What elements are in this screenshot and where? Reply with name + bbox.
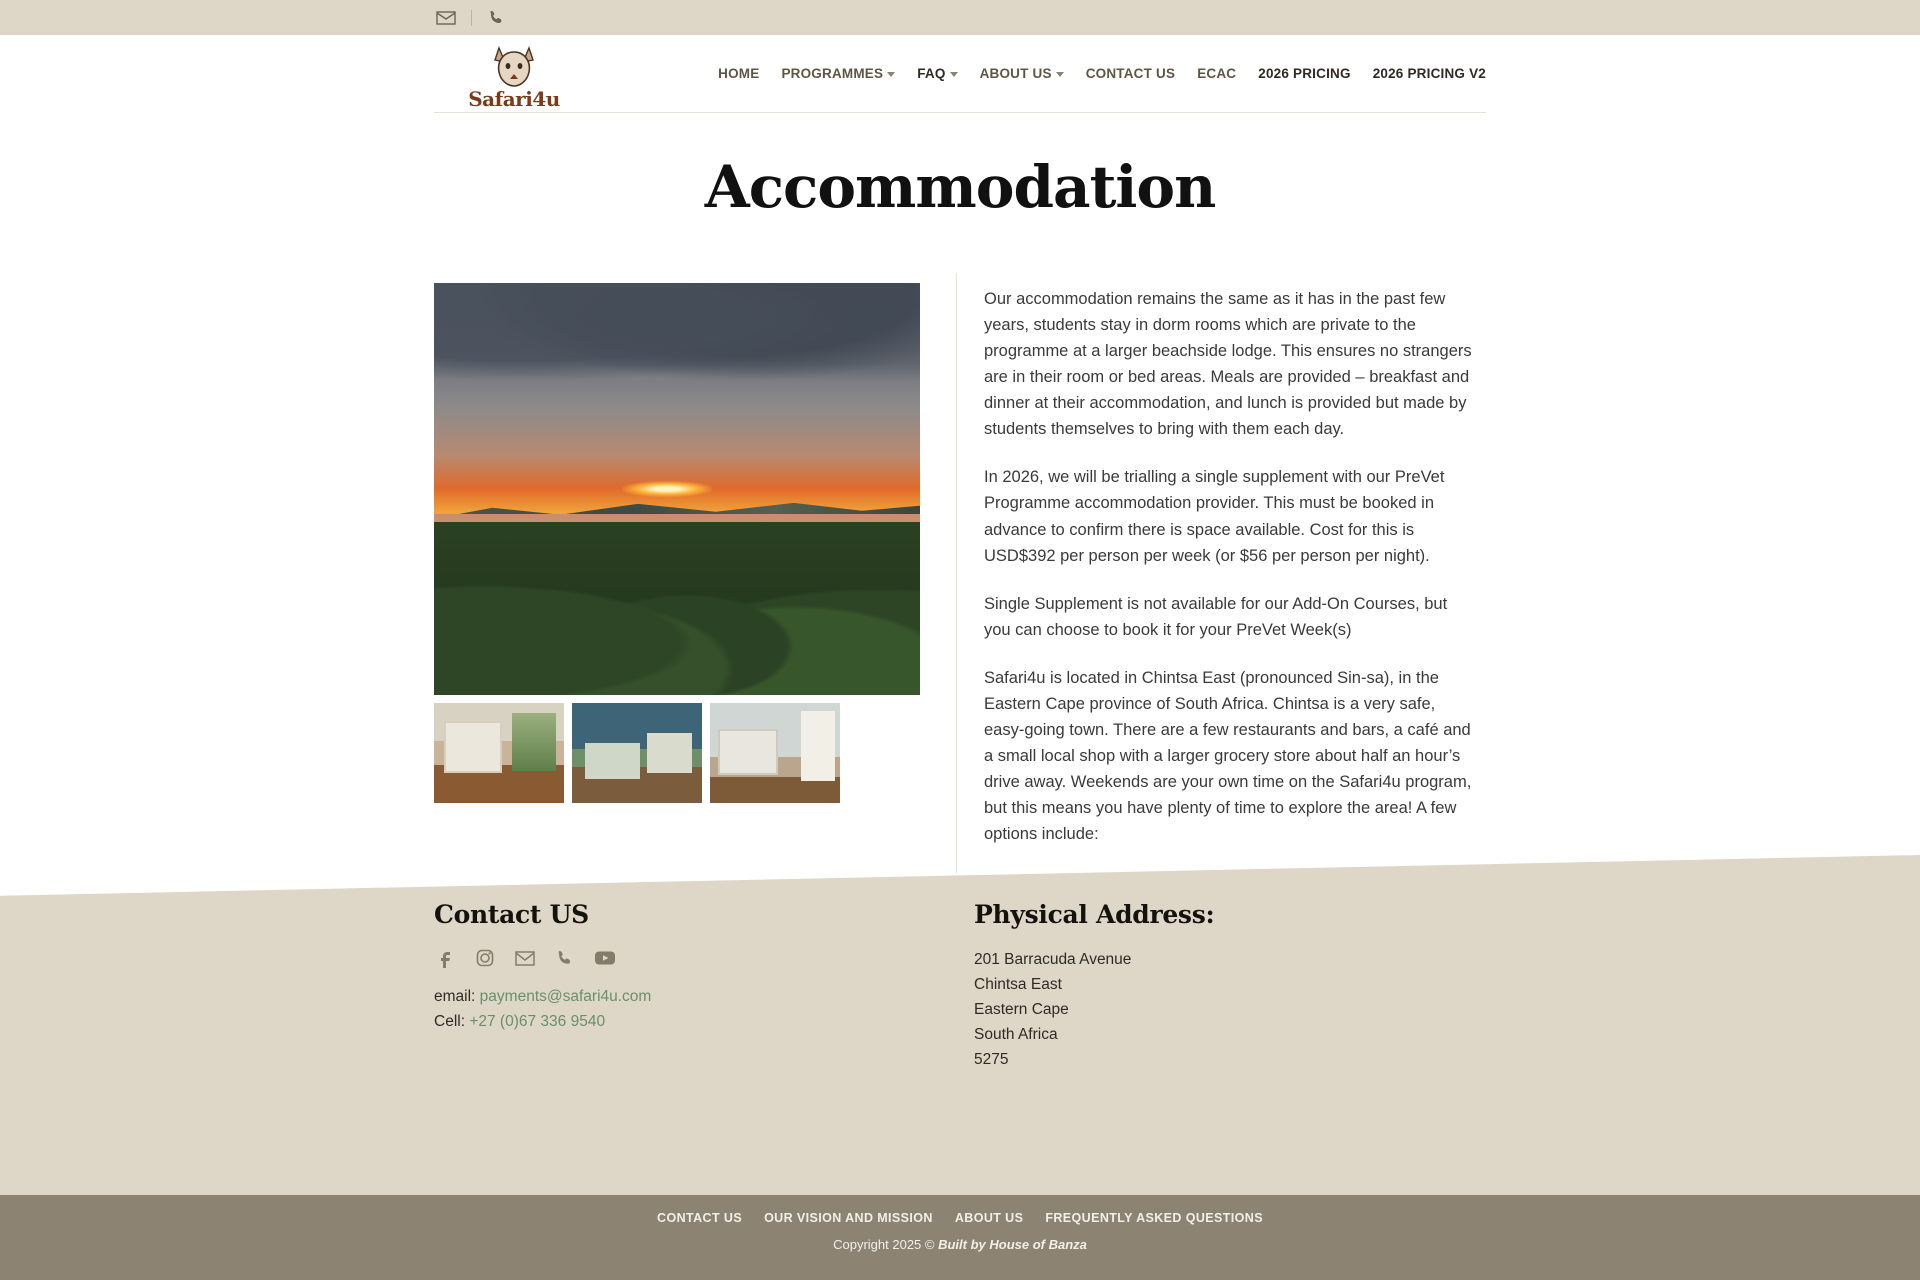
nav-label: FAQ (917, 66, 946, 81)
physical-address (974, 947, 1486, 1073)
footer-address-column (974, 900, 1486, 1073)
nav-item-about-us[interactable] (980, 66, 1064, 81)
nav-item-contact-us[interactable] (1086, 66, 1176, 81)
divider (471, 10, 472, 26)
paragraph: Safari4u is located in Chintsa East (pronounced Sin-sa), in the Eastern Cape province of South Africa. Chintsa is a very safe, easy-going town. There are a few restaurants and bars, a café and a small local shop with a larger grocery store about half an hour’s drive away. Weekends are your own time on the Safari4u program, but this means you have plenty of time to explore the area! A few options include: (984, 668, 1472, 844)
nav-label: 2026 PRICING V2 (1372, 66, 1486, 81)
envelope-icon[interactable] (435, 7, 457, 29)
chevron-down-icon (887, 72, 895, 77)
cell-label: Cell: (434, 1012, 466, 1030)
facebook-icon[interactable] (434, 947, 456, 969)
main-navigation (718, 66, 1486, 81)
footer-link-faq[interactable]: FREQUENTLY ASKED QUESTIONS (1045, 1211, 1263, 1225)
main-content (434, 283, 1486, 869)
foliage-layer (434, 522, 920, 695)
nav-label: HOME (718, 66, 760, 81)
address-line: 5275 (974, 1051, 1009, 1069)
address-line: South Africa (974, 1026, 1058, 1044)
footer-navigation (0, 1211, 1920, 1225)
phone-icon[interactable] (486, 7, 508, 29)
accommodation-copy (984, 283, 1478, 869)
footer-link-vision-mission[interactable]: OUR VISION AND MISSION (764, 1211, 933, 1225)
footer-address-heading: Physical Address: (974, 900, 1215, 929)
gallery-thumb-2[interactable] (572, 703, 702, 803)
nav-label: 2026 PRICING (1258, 66, 1351, 81)
nav-item-2026-pricing[interactable] (1258, 66, 1350, 81)
bottom-bar (0, 1195, 1920, 1280)
social-links (434, 947, 974, 969)
address-line: Chintsa East (974, 976, 1062, 994)
gallery-thumb-3[interactable] (710, 703, 840, 803)
instagram-icon[interactable] (474, 947, 496, 969)
footer-email-line (434, 985, 974, 1010)
youtube-icon[interactable] (594, 947, 616, 969)
chevron-down-icon (1056, 72, 1064, 77)
footer-contact-heading: Contact US (434, 900, 589, 929)
phone-icon[interactable] (554, 947, 576, 969)
jackal-head-logo-icon (485, 42, 543, 88)
builder-credit[interactable]: Built by House of Banza (938, 1237, 1087, 1252)
nav-label: PROGRAMMES (781, 66, 884, 81)
email-label: email: (434, 988, 476, 1005)
copyright-line (0, 1237, 1920, 1252)
footer-link-contact-us[interactable]: CONTACT US (657, 1211, 743, 1225)
nav-item-programmes[interactable] (781, 66, 895, 81)
footer-cell-line (434, 1010, 974, 1035)
envelope-icon[interactable] (514, 947, 536, 969)
nav-item-2026-pricing-v2[interactable] (1373, 66, 1486, 81)
nav-item-ecac[interactable] (1197, 66, 1236, 81)
sun-glow (622, 481, 712, 497)
address-line: 201 Barracuda Avenue (974, 951, 1132, 968)
logo-wordmark: Safari4u (468, 87, 560, 111)
top-contact-bar (0, 0, 1920, 35)
copyright-text: Copyright 2025 © (833, 1237, 939, 1252)
nav-item-home[interactable] (718, 66, 759, 81)
paragraph: Our accommodation remains the same as it has in the past few years, students stay in dorm rooms which are private to the programme at a larger beachside lodge. This ensures no strangers are in their room or bed areas. Meals are provided – breakfast and dinner at their accommodation, and lunch is provided but made by students themselves to bring with them each day. (984, 290, 1472, 439)
nav-label: ABOUT US (979, 66, 1052, 81)
photo-gallery (434, 283, 920, 869)
email-link[interactable]: payments@safari4u.com (479, 988, 652, 1005)
gallery-main-image[interactable] (434, 283, 920, 695)
footer-link-about-us[interactable]: ABOUT US (954, 1211, 1024, 1225)
gallery-thumb-1[interactable] (434, 703, 564, 803)
nav-item-faq[interactable] (917, 66, 957, 81)
site-footer (0, 900, 1920, 1073)
nav-label: ECAC (1197, 66, 1237, 81)
site-header (0, 35, 1920, 113)
page-title: Accommodation (704, 153, 1216, 221)
paragraph: In 2026, we will be trialling a single supplement with our PreVet Programme accommodation provider. This must be booked in advance to confirm there is space available. Cost for this is USD$392 per person per week (or $56 per person per night). (984, 468, 1445, 565)
paragraph: Single Supplement is not available for our Add-On Courses, but you can choose to book it for your PreVet Week(s) (984, 594, 1448, 639)
chevron-down-icon (950, 72, 958, 77)
footer-contact-column (434, 900, 974, 1073)
nav-label: CONTACT US (1085, 66, 1176, 81)
phone-link[interactable]: +27 (0)67 336 9540 (469, 1012, 606, 1030)
address-line: Eastern Cape (974, 1001, 1069, 1019)
gallery-thumbnails (434, 703, 920, 803)
site-logo[interactable] (434, 38, 594, 109)
